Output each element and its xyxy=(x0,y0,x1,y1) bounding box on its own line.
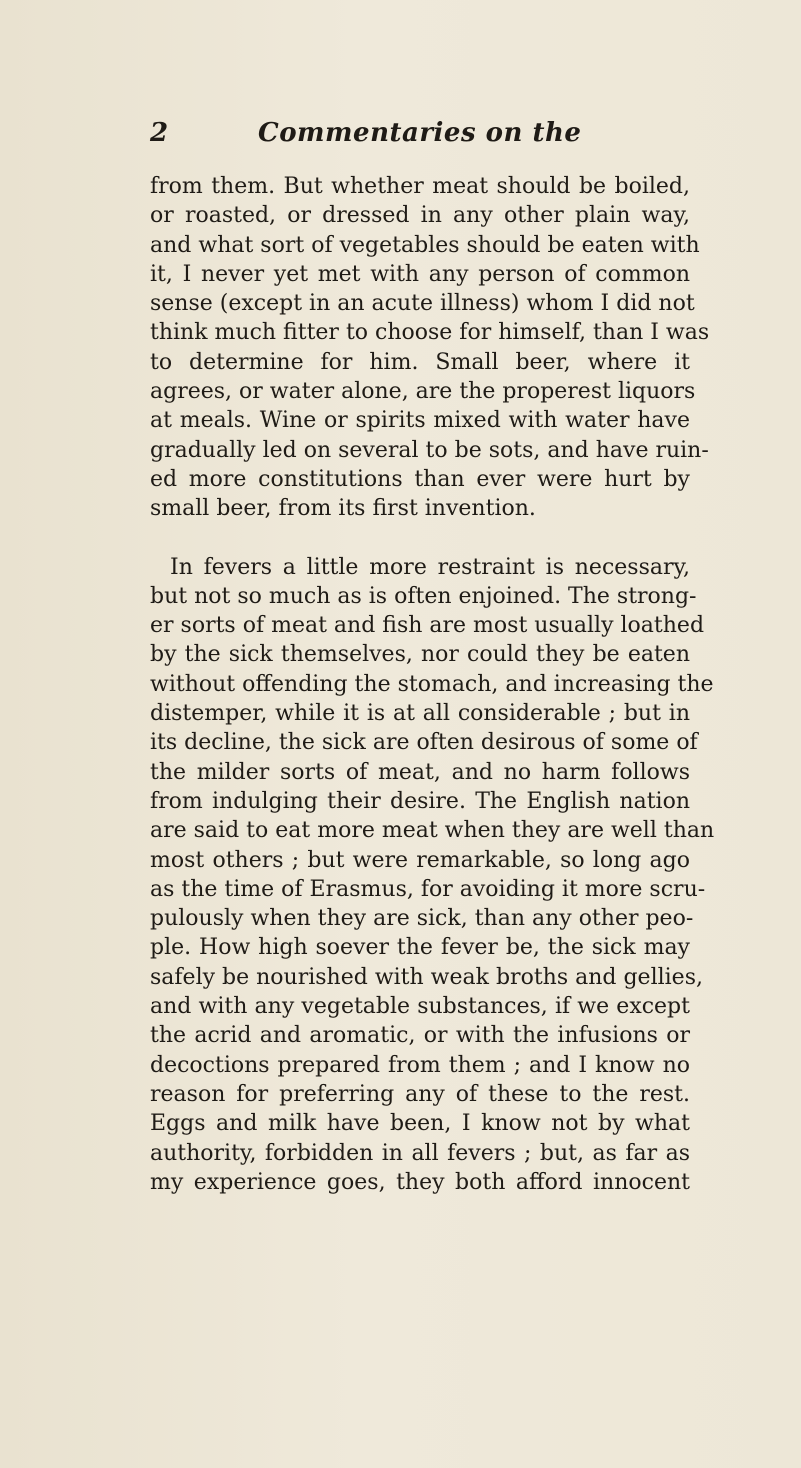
text-line: decoctions prepared from them ; and I know no xyxy=(150,1052,690,1078)
text-line: its decline, the sick are often desirous of some of xyxy=(150,730,698,756)
text-line: think much fitter to choose for himself, than I was xyxy=(150,320,710,346)
text-line: er sorts of meat and fish are most usually loathed xyxy=(150,613,705,639)
text-line: or roasted, or dressed in any other plain way, xyxy=(150,203,690,229)
paragraph-2 xyxy=(150,553,715,1198)
text-line: and with any vegetable substances, if we except xyxy=(150,994,690,1020)
text-line: authority, forbidden in all fevers ; but, as far as xyxy=(150,1140,690,1166)
text-line: it, I never yet met with any person of common xyxy=(150,261,690,287)
text-line: to determine for him. Small beer, where it xyxy=(150,349,690,375)
text-line: without offending the stomach, and increasing the xyxy=(150,671,714,697)
body-text xyxy=(150,172,715,1197)
text-line: from indulging their desire. The English nation xyxy=(150,788,690,814)
text-line: my experience goes, they both afford innocent xyxy=(150,1169,690,1195)
text-line: by the sick themselves, nor could they be eaten xyxy=(150,642,690,668)
text-line: In fevers a little more restraint is necessary, xyxy=(170,554,690,580)
text-line: the acrid and aromatic, or with the infusions or xyxy=(150,1023,690,1049)
text-line: Eggs and milk have been, I know not by what xyxy=(150,1111,690,1137)
text-line: and what sort of vegetables should be eaten with xyxy=(150,232,700,258)
text-line: from them. But whether meat should be boiled, xyxy=(150,174,690,199)
text-line: as the time of Erasmus, for avoiding it more scru- xyxy=(150,876,706,902)
text-line: gradually led on several to be sots, and have ruin- xyxy=(150,437,709,463)
paragraph-1 xyxy=(150,172,710,524)
text-line: agrees, or water alone, are the properest liquors xyxy=(150,379,696,405)
text-line: are said to eat more meat when they are well than xyxy=(150,818,715,844)
text-line: most others ; but were remarkable, so long ago xyxy=(150,847,690,873)
text-line: small beer, from its first invention. xyxy=(150,496,536,522)
page-number: 2 xyxy=(150,118,169,148)
text-line: reason for preferring any of these to the rest. xyxy=(150,1081,690,1107)
page-header xyxy=(150,118,690,162)
running-head: Commentaries on the xyxy=(258,118,582,148)
text-line: the milder sorts of meat, and no harm follows xyxy=(150,759,690,785)
text-line: ple. How high soever the fever be, the sick may xyxy=(150,935,690,961)
text-line: distemper, while it is at all considerable ; but in xyxy=(150,701,690,727)
text-line: safely be nourished with weak broths and gellies, xyxy=(150,964,703,990)
text-line: at meals. Wine or spirits mixed with water have xyxy=(150,408,690,434)
text-line: sense (except in an acute illness) whom I did not xyxy=(150,291,695,317)
text-line: but not so much as is often enjoined. The strong- xyxy=(150,583,697,609)
text-line: pulously when they are sick, than any other peo- xyxy=(150,906,694,932)
text-line: ed more constitutions than ever were hurt by xyxy=(150,466,690,492)
